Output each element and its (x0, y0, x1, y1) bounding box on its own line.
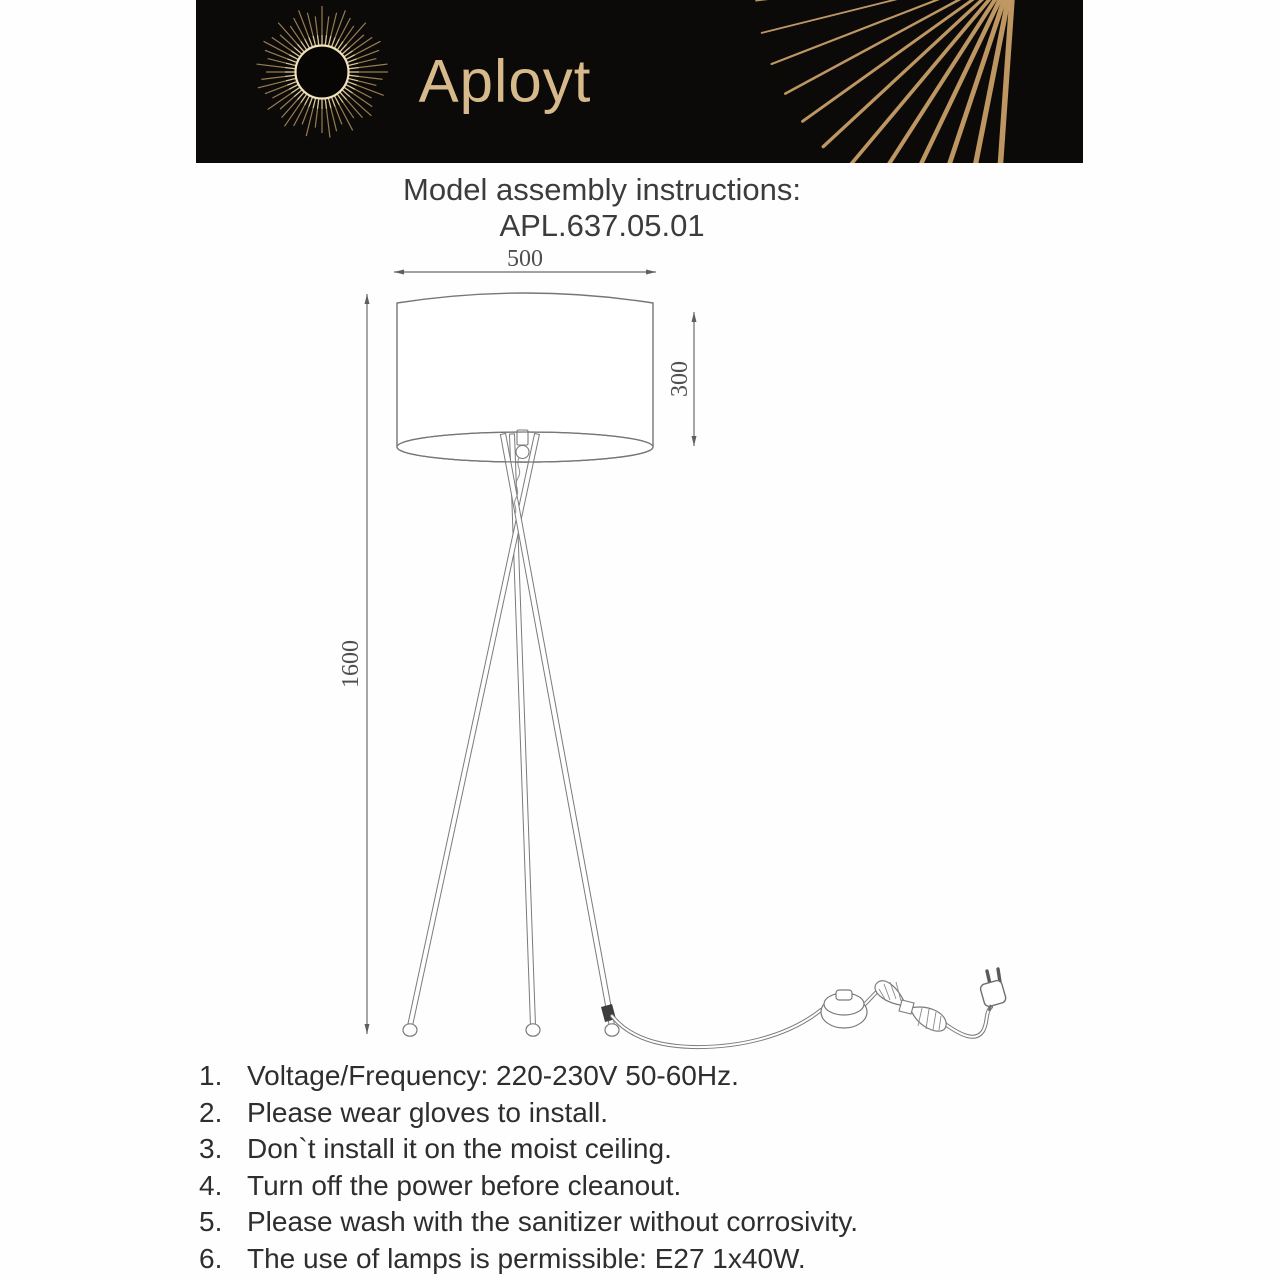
list-item (199, 1168, 858, 1205)
list-item (199, 1095, 858, 1132)
item-number: 3. (199, 1133, 223, 1165)
dimension-shade-height (667, 312, 694, 446)
rays-decoration-icon (756, 0, 1014, 163)
item-text: Turn off the power before cleanout. (247, 1169, 682, 1201)
list-item (199, 1058, 858, 1095)
tripod-feet (403, 1024, 619, 1036)
power-plug (979, 969, 1006, 1011)
tripod-legs (408, 434, 615, 1027)
dimension-width (394, 250, 656, 272)
cable-bundle (875, 981, 946, 1031)
list-item (199, 1131, 858, 1168)
dimension-total-height (338, 294, 367, 1034)
sunburst-logo-icon (256, 6, 388, 138)
item-text: Voltage/Frequency: 220-230V 50-60Hz. (247, 1060, 739, 1091)
dimension-total-height-label: 1600 (338, 640, 364, 688)
list-item (199, 1241, 858, 1278)
item-text: Please wear gloves to install. (247, 1096, 609, 1128)
item-text: The use of lamps is permissible: E27 1x40W. (247, 1242, 806, 1274)
lamp-diagram (300, 250, 1060, 1050)
item-number: 6. (199, 1242, 223, 1274)
item-number: 5. (199, 1206, 223, 1238)
page-title: Model assembly instructions: (403, 172, 801, 207)
model-number: APL.637.05.01 (499, 208, 705, 243)
brand-name: Aployt (418, 47, 592, 115)
banner-art (196, 0, 1083, 163)
instructions-list (199, 1058, 858, 1278)
item-number: 2. (199, 1096, 223, 1128)
dimension-shade-height-label: 300 (667, 361, 693, 397)
brand-banner (196, 0, 1083, 163)
item-number: 1. (199, 1060, 223, 1091)
foot-switch (821, 990, 867, 1028)
dimension-width-label: 500 (507, 250, 543, 272)
item-number: 4. (199, 1169, 223, 1201)
list-item (199, 1204, 858, 1241)
item-text: Don`t install it on the moist ceiling. (247, 1133, 672, 1165)
item-text: Please wash with the sanitizer without corrosivity. (247, 1206, 859, 1238)
socket-bulb (516, 430, 529, 459)
title-block (1, 172, 1203, 244)
